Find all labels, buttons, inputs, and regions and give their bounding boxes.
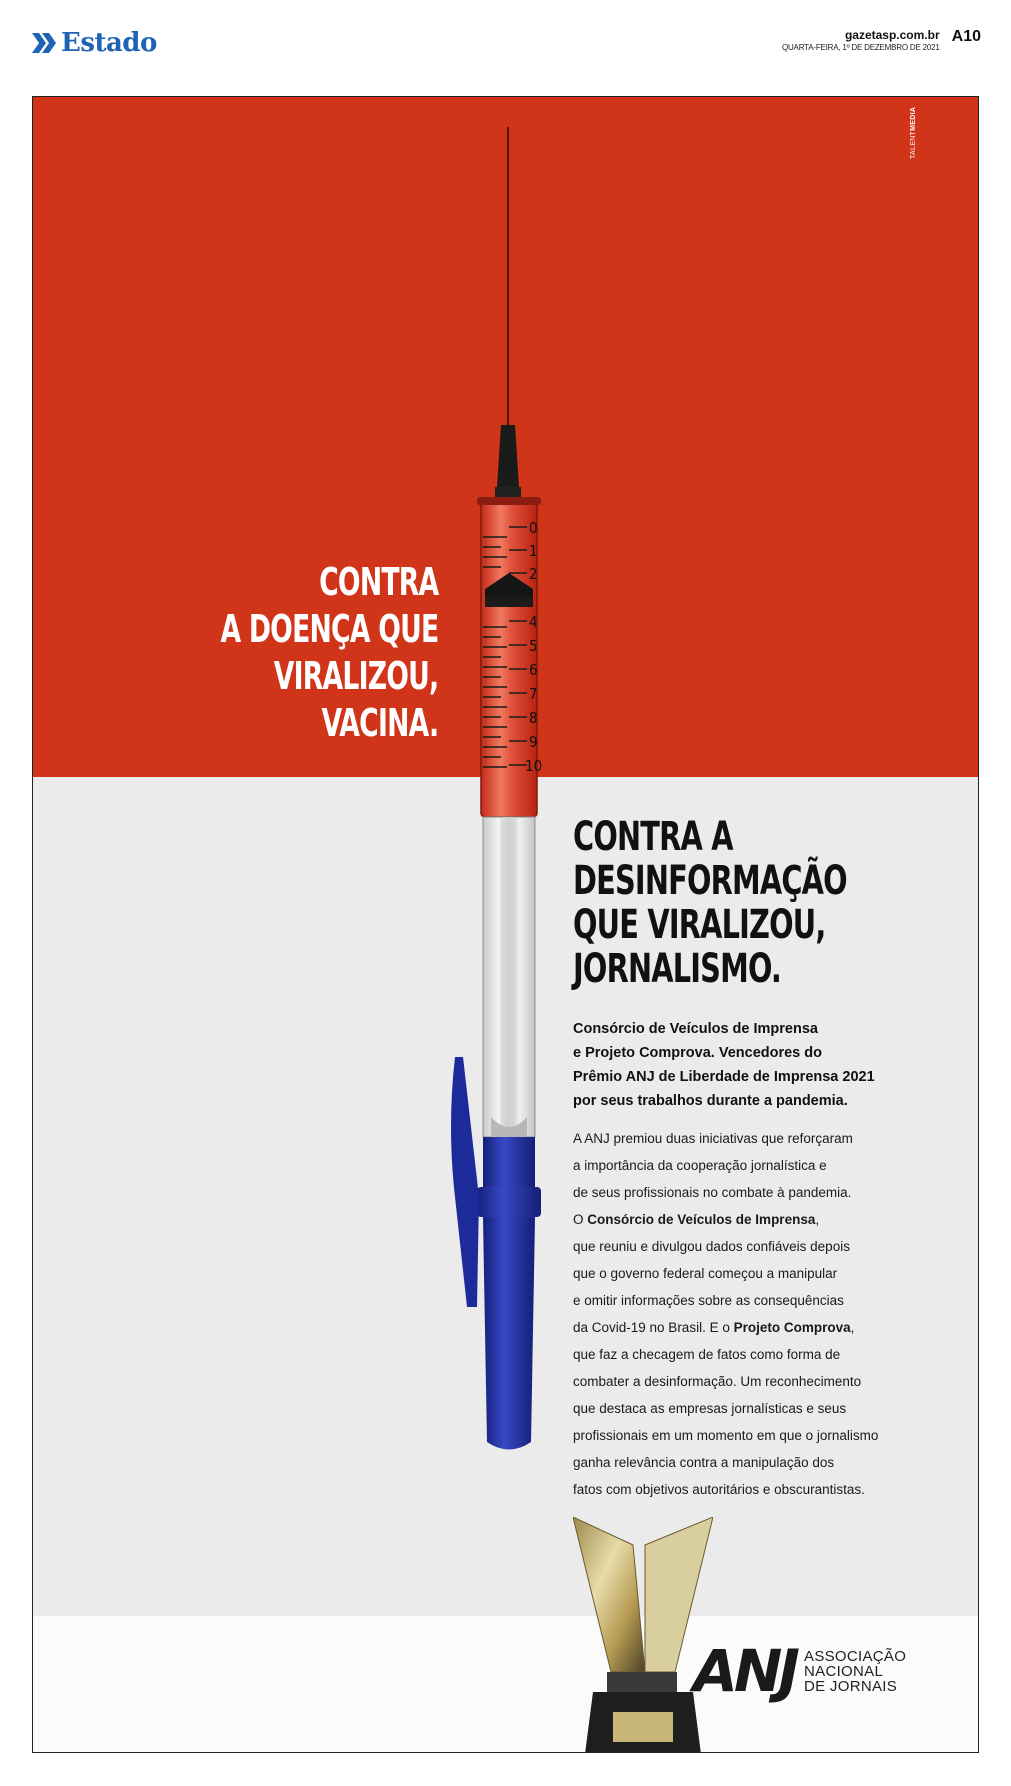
- trophy-image: [573, 1517, 713, 1753]
- anj-logo: [693, 1637, 907, 1705]
- page-header-info: [782, 28, 981, 53]
- scale-label: 7: [529, 685, 538, 703]
- anj-full-name: ASSOCIAÇÃO NACIONAL DE JORNAIS: [804, 1647, 907, 1695]
- scale-label: 6: [529, 661, 538, 679]
- lead-paragraph: Consórcio de Veículos de Imprensa e Projeto Comprova. Vencedores do Prêmio ANJ de Liberdade de Imprensa 2021 por seus trabalhos durante a pandemia.: [573, 1021, 875, 1109]
- page-number: A10: [951, 28, 981, 45]
- syringe-pen-illustration: [443, 127, 573, 1597]
- headline-red: CONTRA A DOENÇA QUE VIRALIZOU, VACINA.: [220, 560, 438, 745]
- scale-label: 8: [529, 709, 538, 727]
- chevron-right-icon: [32, 31, 58, 55]
- scale-label: 4: [529, 613, 538, 631]
- scale-label: 2: [529, 565, 538, 583]
- headline-gray: CONTRA A DESINFORMAÇÃO QUE VIRALIZOU, JORNALISMO.: [573, 814, 847, 992]
- issue-date: QUARTA-FEIRA, 1º DE DEZEMBRO DE 2021: [781, 43, 940, 52]
- masthead-logo[interactable]: [32, 28, 157, 58]
- site-url[interactable]: gazetasp.com.br: [844, 28, 940, 42]
- scale-label: 5: [529, 637, 538, 655]
- scale-label: 1: [529, 542, 538, 560]
- body-paragraph: A ANJ premiou duas iniciativas que reforçaram a importância da cooperação jornalística e de seus profissionais no combate à pandemia. O Consórcio de Veículos de Imprensa, que reuniu e divulgou dados confiáveis depois que o governo federal começou a manipular e omitir informações sobre as consequências da Covid-19 no Brasil. E o Projeto Comprova, que faz a checagem de fatos como forma de combater a desinformação. Um reconhecimento que destaca as empresas jornalísticas e seus profissionais em um momento em que o jornalismo ganha relevância contra a manipulação dos fatos com objetivos autoritários e obscurantistas.: [573, 1131, 879, 1497]
- scale-label: 10: [525, 757, 543, 775]
- anj-mark: ANJ: [693, 1637, 797, 1705]
- scale-label: 9: [529, 733, 538, 751]
- logo-text: Estado: [61, 28, 157, 58]
- scale-label: 0: [529, 519, 538, 537]
- agency-credit: TALENTMEDIA: [910, 106, 917, 159]
- advertisement: [32, 96, 979, 1753]
